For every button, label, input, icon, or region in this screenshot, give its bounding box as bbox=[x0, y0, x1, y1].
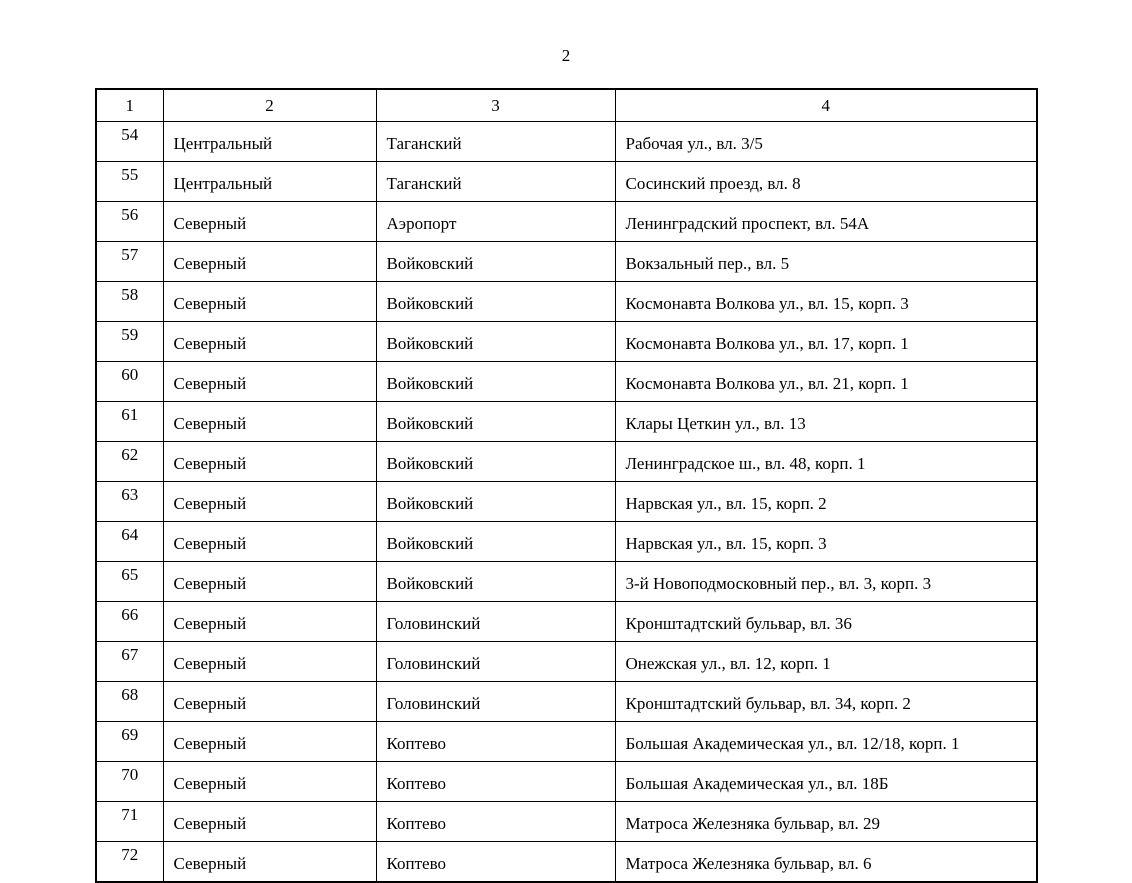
address-cell: Вокзальный пер., вл. 5 bbox=[615, 242, 1037, 282]
table-row bbox=[96, 602, 1037, 642]
row-number-cell: 57 bbox=[96, 242, 163, 282]
okrug-cell: Северный bbox=[163, 642, 376, 682]
district-cell: Головинский bbox=[376, 602, 615, 642]
address-cell: Кронштадтский бульвар, вл. 36 bbox=[615, 602, 1037, 642]
district-cell: Таганский bbox=[376, 162, 615, 202]
address-cell: Нарвская ул., вл. 15, корп. 2 bbox=[615, 482, 1037, 522]
address-table bbox=[95, 88, 1038, 883]
address-cell: Большая Академическая ул., вл. 18Б bbox=[615, 762, 1037, 802]
address-cell: Нарвская ул., вл. 15, корп. 3 bbox=[615, 522, 1037, 562]
table-row bbox=[96, 842, 1037, 883]
row-number-cell: 56 bbox=[96, 202, 163, 242]
district-cell: Коптево bbox=[376, 762, 615, 802]
okrug-cell: Северный bbox=[163, 482, 376, 522]
district-cell: Головинский bbox=[376, 642, 615, 682]
table-row bbox=[96, 762, 1037, 802]
column-header-1: 1 bbox=[96, 89, 163, 122]
district-cell: Войковский bbox=[376, 522, 615, 562]
table-header-row bbox=[96, 89, 1037, 122]
table-row bbox=[96, 522, 1037, 562]
district-cell: Войковский bbox=[376, 482, 615, 522]
okrug-cell: Северный bbox=[163, 682, 376, 722]
district-cell: Коптево bbox=[376, 802, 615, 842]
address-cell: Космонавта Волкова ул., вл. 15, корп. 3 bbox=[615, 282, 1037, 322]
row-number-cell: 55 bbox=[96, 162, 163, 202]
address-cell: Матроса Железняка бульвар, вл. 6 bbox=[615, 842, 1037, 883]
district-cell: Таганский bbox=[376, 122, 615, 162]
okrug-cell: Северный bbox=[163, 842, 376, 883]
row-number-cell: 68 bbox=[96, 682, 163, 722]
district-cell: Коптево bbox=[376, 722, 615, 762]
address-cell: Сосинский проезд, вл. 8 bbox=[615, 162, 1037, 202]
table-row bbox=[96, 642, 1037, 682]
district-cell: Войковский bbox=[376, 562, 615, 602]
row-number-cell: 66 bbox=[96, 602, 163, 642]
row-number-cell: 62 bbox=[96, 442, 163, 482]
row-number-cell: 59 bbox=[96, 322, 163, 362]
table-row bbox=[96, 362, 1037, 402]
district-cell: Войковский bbox=[376, 402, 615, 442]
okrug-cell: Северный bbox=[163, 762, 376, 802]
table-row bbox=[96, 682, 1037, 722]
table-row bbox=[96, 202, 1037, 242]
row-number-cell: 71 bbox=[96, 802, 163, 842]
table-row bbox=[96, 802, 1037, 842]
okrug-cell: Северный bbox=[163, 722, 376, 762]
district-cell: Войковский bbox=[376, 322, 615, 362]
table-row bbox=[96, 122, 1037, 162]
address-cell: Онежская ул., вл. 12, корп. 1 bbox=[615, 642, 1037, 682]
column-header-3: 3 bbox=[376, 89, 615, 122]
table-body bbox=[96, 122, 1037, 883]
row-number-cell: 65 bbox=[96, 562, 163, 602]
column-header-4: 4 bbox=[615, 89, 1037, 122]
okrug-cell: Северный bbox=[163, 562, 376, 602]
okrug-cell: Центральный bbox=[163, 162, 376, 202]
okrug-cell: Северный bbox=[163, 242, 376, 282]
address-cell: 3-й Новоподмосковный пер., вл. 3, корп. 3 bbox=[615, 562, 1037, 602]
row-number-cell: 63 bbox=[96, 482, 163, 522]
address-cell: Клары Цеткин ул., вл. 13 bbox=[615, 402, 1037, 442]
row-number-cell: 54 bbox=[96, 122, 163, 162]
table-row bbox=[96, 442, 1037, 482]
address-cell: Космонавта Волкова ул., вл. 17, корп. 1 bbox=[615, 322, 1037, 362]
address-cell: Ленинградский проспект, вл. 54А bbox=[615, 202, 1037, 242]
district-cell: Коптево bbox=[376, 842, 615, 883]
okrug-cell: Северный bbox=[163, 602, 376, 642]
row-number-cell: 70 bbox=[96, 762, 163, 802]
row-number-cell: 61 bbox=[96, 402, 163, 442]
table-row bbox=[96, 282, 1037, 322]
table-row bbox=[96, 322, 1037, 362]
table-row bbox=[96, 242, 1037, 282]
okrug-cell: Северный bbox=[163, 322, 376, 362]
row-number-cell: 69 bbox=[96, 722, 163, 762]
district-cell: Головинский bbox=[376, 682, 615, 722]
address-cell: Рабочая ул., вл. 3/5 bbox=[615, 122, 1037, 162]
page-number: 2 bbox=[561, 46, 571, 65]
okrug-cell: Северный bbox=[163, 442, 376, 482]
table-row bbox=[96, 162, 1037, 202]
address-cell: Матроса Железняка бульвар, вл. 29 bbox=[615, 802, 1037, 842]
district-cell: Войковский bbox=[376, 282, 615, 322]
table-row bbox=[96, 402, 1037, 442]
okrug-cell: Северный bbox=[163, 522, 376, 562]
district-cell: Войковский bbox=[376, 362, 615, 402]
okrug-cell: Северный bbox=[163, 202, 376, 242]
district-cell: Войковский bbox=[376, 442, 615, 482]
okrug-cell: Северный bbox=[163, 402, 376, 442]
address-cell: Ленинградское ш., вл. 48, корп. 1 bbox=[615, 442, 1037, 482]
address-cell: Кронштадтский бульвар, вл. 34, корп. 2 bbox=[615, 682, 1037, 722]
row-number-cell: 64 bbox=[96, 522, 163, 562]
okrug-cell: Центральный bbox=[163, 122, 376, 162]
table-row bbox=[96, 722, 1037, 762]
row-number-cell: 60 bbox=[96, 362, 163, 402]
row-number-cell: 72 bbox=[96, 842, 163, 883]
district-cell: Войковский bbox=[376, 242, 615, 282]
table-row bbox=[96, 562, 1037, 602]
district-cell: Аэропорт bbox=[376, 202, 615, 242]
okrug-cell: Северный bbox=[163, 362, 376, 402]
column-header-2: 2 bbox=[163, 89, 376, 122]
table-row bbox=[96, 482, 1037, 522]
address-cell: Космонавта Волкова ул., вл. 21, корп. 1 bbox=[615, 362, 1037, 402]
row-number-cell: 58 bbox=[96, 282, 163, 322]
okrug-cell: Северный bbox=[163, 802, 376, 842]
okrug-cell: Северный bbox=[163, 282, 376, 322]
address-cell: Большая Академическая ул., вл. 12/18, корп. 1 bbox=[615, 722, 1037, 762]
row-number-cell: 67 bbox=[96, 642, 163, 682]
